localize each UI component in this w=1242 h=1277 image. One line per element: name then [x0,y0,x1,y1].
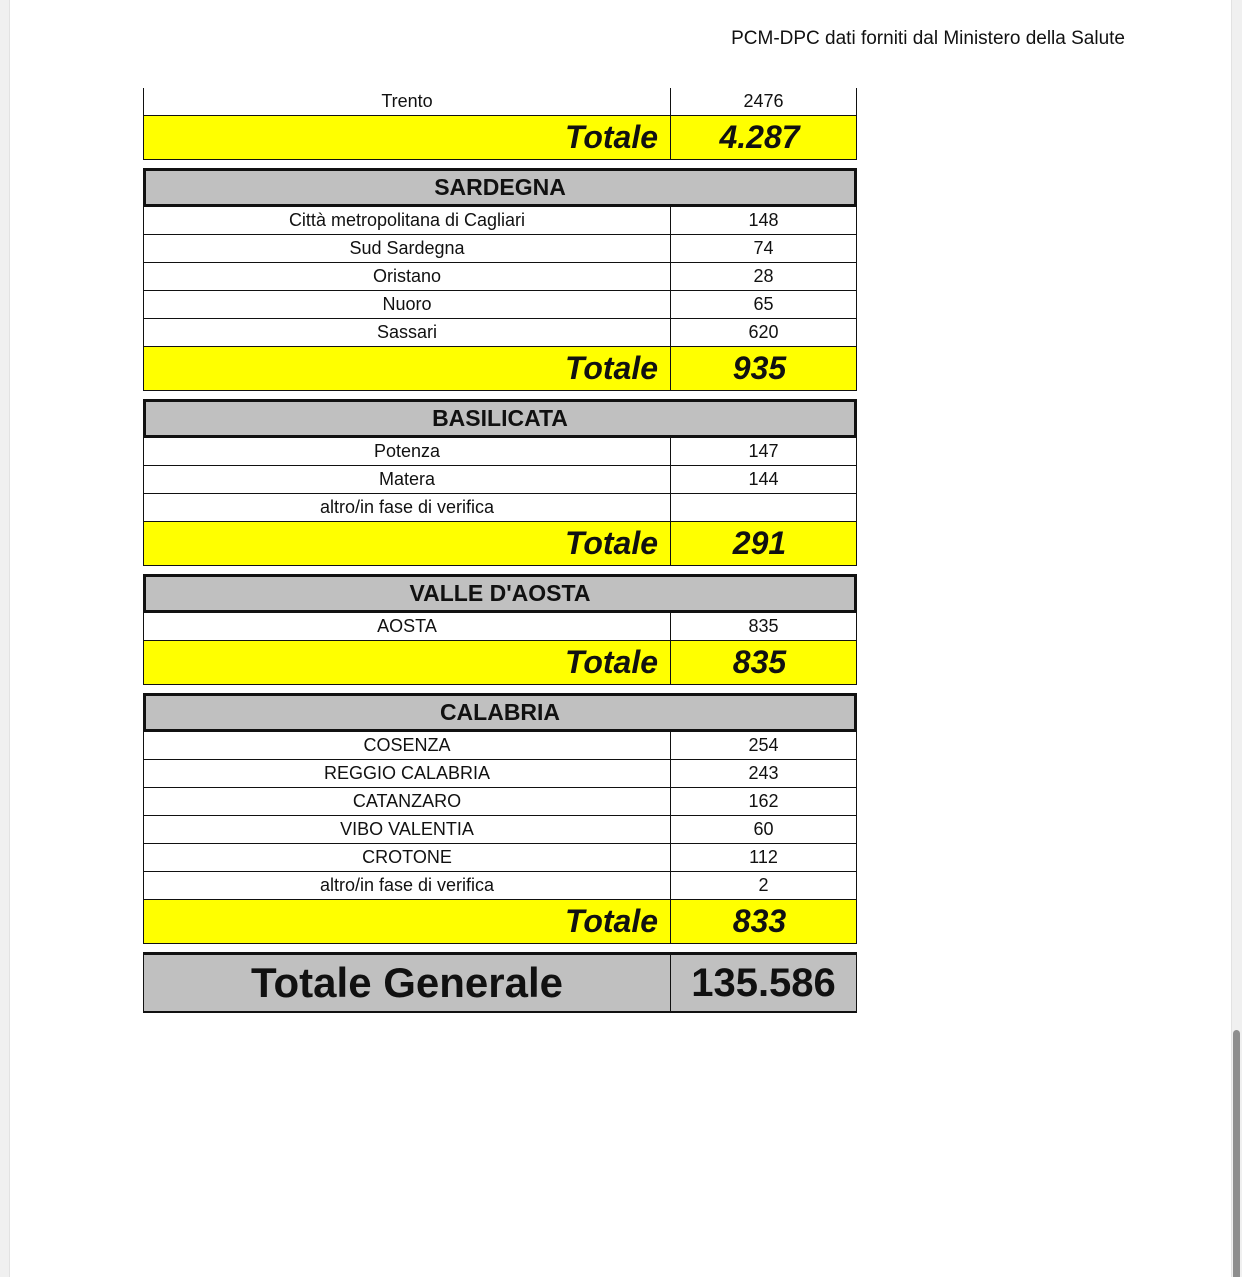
table-row [143,263,857,291]
grand-total-row [143,952,857,1013]
region-block-sardegna [143,168,857,391]
row-name: Potenza [144,438,671,465]
row-value: 144 [748,469,779,489]
table-row [143,613,857,641]
total-row [143,522,857,566]
total-label: Totale [144,116,671,159]
row-value: 835 [748,616,779,636]
table-row [143,207,857,235]
table-row [143,494,857,522]
region-title: BASILICATA [143,399,857,438]
region-block-basilicata [143,399,857,566]
row-name: Trento [144,88,671,115]
row-value: 147 [748,441,779,461]
table-row [143,235,857,263]
row-value: 74 [753,238,774,258]
table-row [143,438,857,466]
row-name: CATANZARO [144,788,671,815]
region-title: SARDEGNA [143,168,857,207]
total-label: Totale [144,347,671,390]
region-title: CALABRIA [143,693,857,732]
row-value: 65 [753,294,774,314]
row-value: 148 [748,210,779,230]
total-row [143,900,857,944]
row-name: Matera [144,466,671,493]
table-row [143,88,857,116]
table-row [143,760,857,788]
region-block-partial [143,88,857,160]
table-row [143,816,857,844]
grand-total-value: 135.586 [691,961,836,1005]
row-name: AOSTA [144,613,671,640]
row-name: altro/in fase di verifica [144,872,671,899]
row-name: CROTONE [144,844,671,871]
total-value: 291 [732,525,787,561]
total-value: 833 [732,903,787,939]
table-row [143,291,857,319]
row-name: Oristano [144,263,671,290]
row-value: 243 [748,763,779,783]
total-row [143,641,857,685]
total-label: Totale [144,900,671,943]
region-block-valle-daosta [143,574,857,685]
row-value: 2 [758,875,769,895]
row-value: 2476 [743,91,784,111]
row-name: Città metropolitana di Cagliari [144,207,671,234]
row-name: REGGIO CALABRIA [144,760,671,787]
total-value: 935 [732,350,787,386]
row-value: 60 [753,819,774,839]
total-label: Totale [144,522,671,565]
row-name: COSENZA [144,732,671,759]
viewer-left-edge [0,0,10,1277]
row-value: 28 [753,266,774,286]
table-row [143,319,857,347]
table-row [143,788,857,816]
data-table [143,88,857,1013]
table-row [143,466,857,494]
region-block-calabria [143,693,857,944]
region-title: VALLE D'AOSTA [143,574,857,613]
row-name: Sud Sardegna [144,235,671,262]
table-row [143,872,857,900]
row-value: 112 [749,847,778,867]
page-header-source: PCM-DPC dati forniti dal Ministero della Salute [731,28,1125,49]
table-row [143,844,857,872]
table-row [143,732,857,760]
row-value: 254 [748,735,779,755]
total-label: Totale [144,641,671,684]
row-name: VIBO VALENTIA [144,816,671,843]
row-name: Sassari [144,319,671,346]
total-row [143,116,857,160]
scrollbar-track[interactable] [1231,0,1242,1277]
grand-total-label: Totale Generale [144,955,671,1011]
total-value: 835 [732,644,787,680]
row-name: altro/in fase di verifica [144,494,671,521]
row-value: 162 [748,791,779,811]
total-value: 4.287 [719,119,800,155]
row-value [671,494,856,521]
total-row [143,347,857,391]
scrollbar-thumb[interactable] [1233,1030,1240,1277]
row-value: 620 [748,322,779,342]
row-name: Nuoro [144,291,671,318]
